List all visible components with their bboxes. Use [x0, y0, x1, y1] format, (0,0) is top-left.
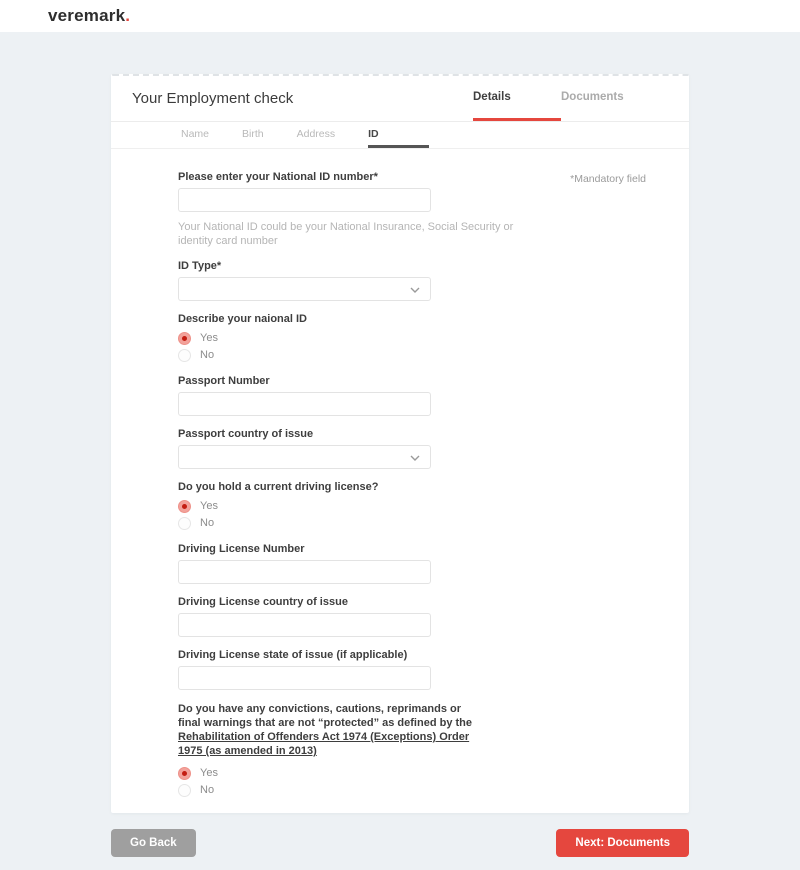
passport-country-field: [178, 428, 689, 469]
driving-license-number-input[interactable]: [178, 560, 431, 584]
footer-actions: [111, 829, 689, 857]
next-documents-button[interactable]: Next: Documents: [556, 829, 689, 857]
national-id-helper-text: Your National ID could be your National Insurance, Social Security or identity card number: [178, 221, 514, 247]
radio-yes-label: Yes: [200, 332, 218, 344]
convictions-field: [178, 702, 689, 798]
passport-number-field: [178, 375, 689, 416]
convictions-question-label: [178, 702, 484, 758]
top-bar: [0, 0, 800, 32]
go-back-button[interactable]: Go Back: [111, 829, 196, 857]
radio-button-icon: [178, 784, 191, 797]
driving-license-country-input[interactable]: [178, 613, 431, 637]
logo-text: veremark: [48, 6, 126, 25]
offenders-act-link[interactable]: Rehabilitation of Offenders Act 1974 (Exceptions) Order 1975 (as amended in 2013): [178, 731, 470, 757]
driving-license-radio-yes[interactable]: [178, 498, 689, 514]
radio-button-selected-icon: [178, 767, 191, 780]
chevron-down-icon: [410, 455, 420, 461]
radio-no-label: No: [200, 784, 215, 796]
radio-button-selected-icon: [178, 332, 191, 345]
driving-license-state-field: [178, 649, 689, 690]
tab-name[interactable]: Name: [181, 127, 210, 140]
page-content: [0, 74, 800, 857]
card-header: [111, 76, 689, 122]
id-type-label: ID Type*: [178, 260, 222, 272]
describe-id-radio-no[interactable]: [178, 347, 689, 363]
mandatory-field-note: *Mandatory field: [570, 173, 646, 185]
employment-check-card: [111, 74, 689, 813]
radio-no-label: No: [200, 349, 215, 361]
driving-license-radio-no[interactable]: [178, 515, 689, 531]
radio-button-icon: [178, 517, 191, 530]
chevron-down-icon: [410, 287, 420, 293]
page-title: Your Employment check: [132, 90, 294, 107]
passport-number-input[interactable]: [178, 392, 431, 416]
radio-no-label: No: [200, 517, 215, 529]
driving-license-number-label: Driving License Number: [178, 543, 305, 555]
tab-documents[interactable]: Documents: [561, 91, 624, 103]
tab-address[interactable]: Address: [296, 127, 336, 140]
section-tabs: [111, 122, 689, 149]
radio-yes-label: Yes: [200, 500, 218, 512]
passport-number-label: Passport Number: [178, 375, 270, 387]
describe-id-radio-yes[interactable]: [178, 330, 689, 346]
id-type-select[interactable]: [178, 277, 431, 301]
describe-national-id-label: Describe your naional ID: [178, 313, 307, 325]
driving-license-number-field: [178, 543, 689, 584]
id-form: [111, 149, 689, 813]
convictions-question-prefix: Do you have any convictions, cautions, reprimands or final warnings that are not “protected” as defined by the: [178, 703, 472, 729]
tab-birth[interactable]: Birth: [242, 127, 264, 140]
radio-button-icon: [178, 349, 191, 362]
radio-button-selected-icon: [178, 500, 191, 513]
tab-id[interactable]: ID: [368, 122, 429, 148]
driving-license-state-label: Driving License state of issue (if applicable): [178, 649, 408, 661]
national-id-label: Please enter your National ID number*: [178, 171, 378, 183]
driving-license-state-input[interactable]: [178, 666, 431, 690]
driving-license-question-label: Do you hold a current driving license?: [178, 481, 379, 493]
logo-dot: .: [125, 6, 131, 25]
main-tabs: [473, 76, 649, 121]
id-type-field: [178, 260, 689, 301]
driving-license-question-field: [178, 481, 689, 531]
driving-license-country-label: Driving License country of issue: [178, 596, 348, 608]
convictions-radio-no[interactable]: [178, 782, 689, 798]
convictions-radio-yes[interactable]: [178, 765, 689, 781]
national-id-input[interactable]: [178, 188, 431, 212]
describe-national-id-field: [178, 313, 689, 363]
tab-details[interactable]: Details: [473, 76, 561, 121]
passport-country-label: Passport country of issue: [178, 428, 314, 440]
veremark-logo: [48, 6, 130, 26]
passport-country-select[interactable]: [178, 445, 431, 469]
radio-yes-label: Yes: [200, 767, 218, 779]
driving-license-country-field: [178, 596, 689, 637]
